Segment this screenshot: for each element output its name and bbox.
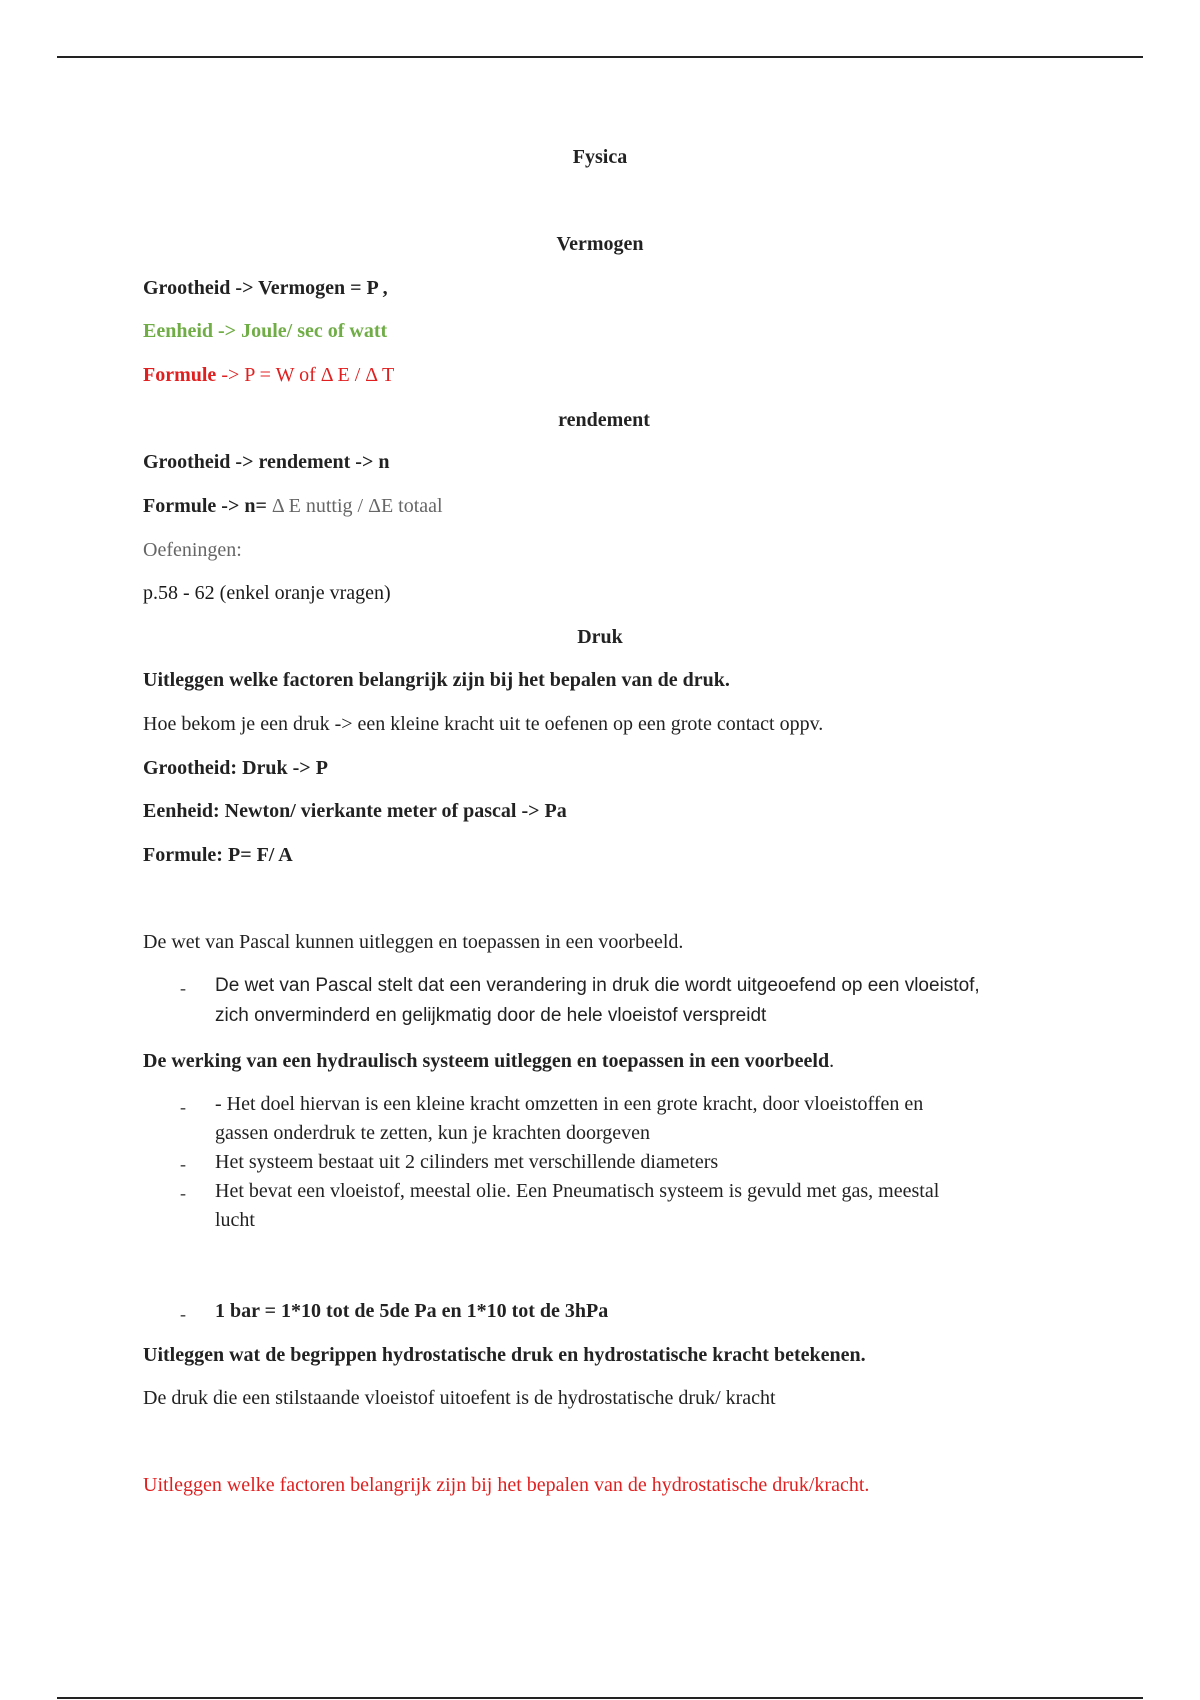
hydraulisch-heading — [143, 1051, 834, 1071]
page-title: Fysica — [572, 146, 628, 168]
heading-rendement: rendement — [558, 409, 650, 431]
pascal-bullet-marker: - — [180, 978, 186, 998]
vermogen-formule — [143, 365, 394, 385]
rendement-formule-value: Δ E nuttig / ΔE totaal — [266, 495, 443, 517]
rendement-grootheid: Grootheid -> rendement -> n — [143, 451, 390, 473]
factoren-hydrostatisch-red: Uitleggen welke factoren belangrijk zijn bij het bepalen van de hydrostatische druk/kracht. — [143, 1474, 870, 1496]
top-rule — [57, 56, 1143, 58]
pascal-bullet-line-2: zich onverminderd en gelijkmatig door de hele vloeistof verspreidt — [215, 1005, 767, 1026]
bottom-rule — [57, 1697, 1143, 1699]
bar-conversion: 1 bar = 1*10 tot de 5de Pa en 1*10 tot de 3hPa — [215, 1300, 609, 1322]
hydraulisch-heading-bold: De werking van een hydraulisch systeem uitleggen en toepassen in een voorbeeld — [143, 1050, 830, 1072]
heading-druk: Druk — [577, 626, 623, 648]
hydraulisch-bullet-marker-1: - — [180, 1097, 186, 1117]
hydraulisch-bullet-2: Het systeem bestaat uit 2 cilinders met verschillende diameters — [215, 1151, 719, 1173]
druk-formule: Formule: P= F/ A — [143, 844, 293, 866]
hydraulisch-bullet-1-line-2: gassen onderdruk te zetten, kun je krachten doorgeven — [215, 1122, 651, 1144]
formule-value: P = W of Δ E / Δ T — [244, 364, 395, 386]
rendement-formule-label: Formule -> n= — [143, 495, 267, 517]
pascal-intro: De wet van Pascal kunnen uitleggen en toepassen in een voorbeeld. — [143, 931, 684, 953]
vermogen-grootheid: Grootheid -> Vermogen = P , — [143, 277, 388, 299]
hydraulisch-bullet-1 — [215, 1090, 923, 1148]
oefeningen-label: Oefeningen: — [143, 539, 242, 561]
druk-eenheid: Eenheid: Newton/ vierkante meter of pascal -> Pa — [143, 800, 567, 822]
druk-hoe-bekom: Hoe bekom je een druk -> een kleine kracht uit te oefenen op een grote contact oppv. — [143, 713, 824, 735]
hydraulisch-heading-dot: . — [829, 1050, 835, 1072]
hydrostatisch-text: De druk die een stilstaande vloeistof uitoefent is de hydrostatische druk/ kracht — [143, 1387, 776, 1409]
heading-vermogen: Vermogen — [556, 233, 644, 255]
formule-label: Formule — [143, 364, 217, 386]
hydraulisch-bullet-3-line-2: lucht — [215, 1209, 255, 1231]
bar-bullet-marker: - — [180, 1304, 186, 1324]
pascal-bullet-line-1: De wet van Pascal stelt dat een verandering in druk die wordt uitgeoefend op een vloeistof, — [215, 975, 980, 996]
hydraulisch-bullet-3-line-1: Het bevat een vloeistof, meestal olie. Een Pneumatisch systeem is gevuld met gas, meestal — [215, 1180, 940, 1202]
pascal-bullet-text — [215, 971, 980, 1031]
druk-uitleggen-factoren: Uitleggen welke factoren belangrijk zijn bij het bepalen van de druk. — [143, 669, 730, 691]
formule-arrow: -> — [216, 364, 245, 386]
druk-grootheid: Grootheid: Druk -> P — [143, 757, 328, 779]
hydraulisch-bullet-1-line-1: - Het doel hiervan is een kleine kracht omzetten in een grote kracht, door vloeistoffen en — [215, 1093, 924, 1115]
oefeningen-pages: p.58 - 62 (enkel oranje vragen) — [143, 582, 391, 604]
hydraulisch-bullet-marker-3: - — [180, 1183, 186, 1203]
hydraulisch-bullet-3 — [215, 1177, 939, 1235]
hydrostatisch-heading: Uitleggen wat de begrippen hydrostatische druk en hydrostatische kracht betekenen. — [143, 1344, 866, 1366]
rendement-formule — [143, 496, 443, 516]
vermogen-eenheid: Eenheid -> Joule/ sec of watt — [143, 320, 388, 342]
hydraulisch-bullet-marker-2: - — [180, 1154, 186, 1174]
